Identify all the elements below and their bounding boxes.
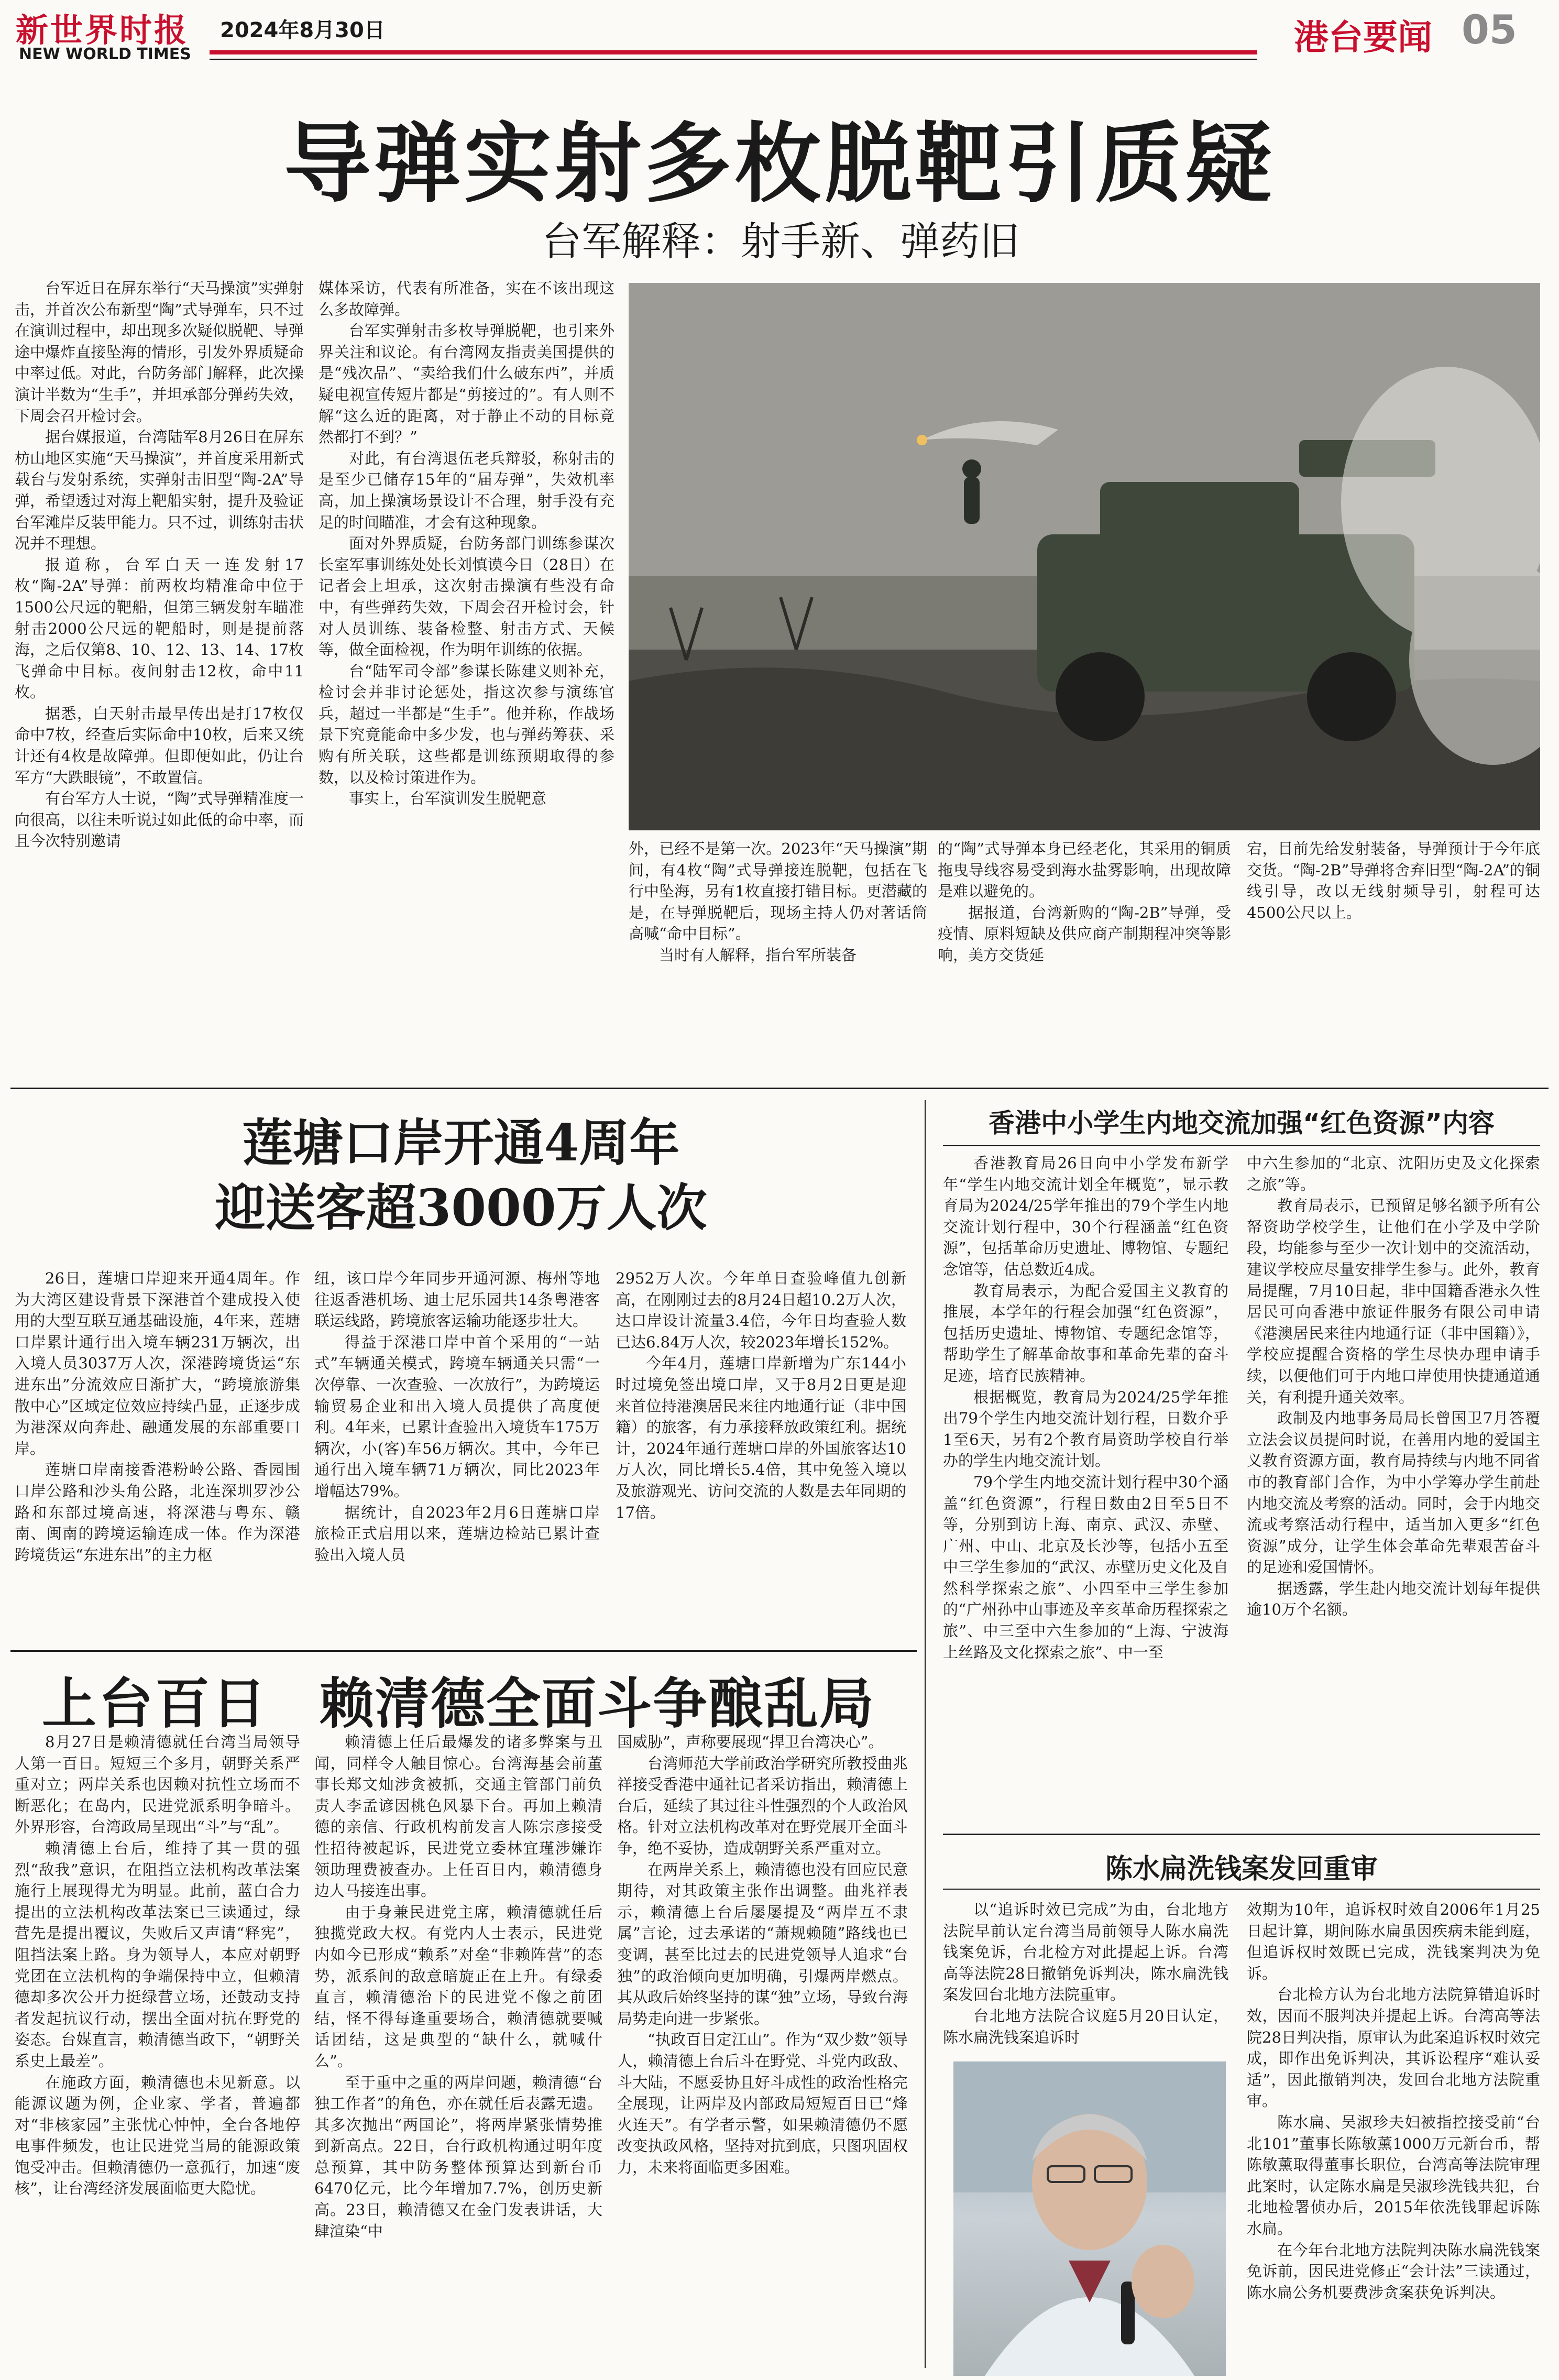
paragraph: 26日，莲塘口岸迎来开通4周年。作为大湾区建设背景下深港首个建成投入使用的大型互联互通基础设施，4年来，莲塘口岸累计通行出入境车辆231万辆次，出入境人员3037万人次，深港跨境货运“东进东出”分流效应日渐扩大，“跨境旅游集散中心”区域定位效应持续凸显，正逐步成为港深双向奔赴、融通发展的东部重要口岸。 (15, 1269, 300, 1457)
story4-column-2 (314, 1731, 602, 2376)
story1-column-4 (938, 838, 1231, 1074)
newspaper-name: 新世界时报 (16, 11, 189, 49)
vehicle-illustration (629, 283, 1540, 830)
paragraph: 效期为10年，追诉权时效自2006年1月25日起计算，期间陈水扁虽因疾病未能到庭，但追诉权时效既已完成，洗钱案判决为免诉。 (1247, 1901, 1540, 1982)
paragraph: 中六生参加的“北京、沈阳历史及文化探索之旅”等。 (1247, 1154, 1540, 1193)
paragraph: 当时有人解释，指台军所装备 (659, 946, 857, 964)
section-divider (10, 1088, 1549, 1089)
paragraph: 得益于深港口岸中首个采用的“一站式”车辆通关模式，跨境车辆通关只需“一次停靠、一次查验、一次放行”，为跨境运输贸易企业和出入境人员提供了高度便利。4年来，已累计查验出入境货车175万辆次，小(客)车56万辆次。其中，今年已通行出入境车辆71万辆次，同比2023年增幅达79%。 (314, 1333, 600, 1500)
page-number: 05 (1462, 6, 1517, 53)
paragraph: 教育局表示，为配合爱国主义教育的推展，本学年的行程会加强“红色资源”，包括历史遗址、博物馆、专题纪念馆等，帮助学生了解革命故事和革命先辈的奋斗足迹，培育民族精神。 (943, 1281, 1228, 1385)
masthead-rule-black (210, 59, 1257, 60)
paragraph: 据报道，台湾新购的“陶-2B”导弹，受疫情、原料短缺及供应商产制期程冲突等影响，美方交货延 (938, 903, 1231, 964)
paragraph: 据悉，白天射击最早传出是打17枚仅命中7枚，经查后实际命中10枚，后来又统计还有4枚是故障弹。但即便如此，仍让台军方“大跌眼镜”，不敢置信。 (15, 704, 304, 786)
story4-column-3 (617, 1731, 908, 2376)
headline-line: 迎送客超3000万人次 (215, 1178, 707, 1237)
masthead-rule-red (210, 50, 1257, 54)
story4-headline-right: 赖清德全面斗争酿乱局 (320, 1671, 875, 1736)
story4-headline-left: 上台百日 (42, 1671, 269, 1736)
paragraph: 有台军方人士说，“陶”式导弹精准度一向很高，以往未听说过如此低的命中率，而且今次特别邀请 (15, 789, 304, 850)
paragraph: 纽，该口岸今年同步开通河源、梅州等地往返香港机场、迪士尼乐园共14条粤港客联运线路，跨境旅客运输功能逐步壮大。 (314, 1269, 600, 1330)
paragraph: 台北检方认为台北地方法院算错追诉时效，因而不服判决并提起上诉。台湾高等法院28日判决指，原审认为此案追诉权时效完成，即作出免诉判决，其诉讼程序“难认妥适”，因此撤销判决，发回台北地方法院重审。 (1247, 1986, 1540, 2110)
paragraph: 台军近日在屏东举行“天马操演”实弹射击，并首次公布新型“陶”式导弹车，只不过在演训过程中，却出现多次疑似脱靶、导弹途中爆炸直接坠海的情形，引发外界质疑命中率过低。对此，台防务部门解释，此次操演计半数为“生手”，并坦承部分弹药失效，下周会召开检讨会。 (15, 279, 304, 425)
paragraph: 据透露，学生赴内地交流计划每年提供逾10万个名额。 (1247, 1579, 1540, 1619)
story3-underline (943, 1145, 1540, 1146)
paragraph: 对此，有台湾退伍老兵辩驳，称射击的是至少已储存15年的“届寿弹”，失效机率高，加上操演场景设计不合理，射手没有充足的时间瞄准，才会有这种现象。 (319, 449, 614, 531)
paragraph: 教育局表示，已预留足够名额予所有公帑资助学校学生，让他们在小学及中学阶段，均能参与至少一次计划中的交流活动，建议学校应尽量安排学生参与。此外，教育局提醒，7月10日起，非中国籍香港永久性居民可向香港中旅证件服务有限公司申请《港澳居民来往内地通行证（非中国籍）》，学校应提醒合资格的学生尽快办理申请手续，以便他们可于内地口岸使用快捷通道通关，有利提升通关效率。 (1247, 1197, 1540, 1406)
story1-column-2 (319, 278, 614, 1074)
paragraph: 台军实弹射击多枚导弹脱靶，也引来外界关注和议论。有台湾网友指责美国提供的是“残次品”、“卖给我们什么破东西”，并质疑电视宣传短片都是“剪接过的”。有人则不解“这么近的距离，对于静止不动的目标竟然都打不到？” (319, 322, 614, 446)
paragraph: 的“陶”式导弹本身已经老化，其采用的铜质拖曳导线容易受到海水盐雾影响，出现故障是难以避免的。 (938, 840, 1231, 901)
story2-headline (10, 1111, 912, 1241)
paragraph: “执政百日定江山”。作为“双少数”领导人，赖清德上台后斗在野党、斗党内政敌、斗大陆，不愿妥协且好斗成性的政治性格完全展现，让两岸及内部政局短短百日已“烽火连天”。有学者示警，如果赖清德仍不愿改变执政风格，坚持对抗到底，只图巩固权力，未来将面临更多困难。 (617, 2031, 908, 2176)
section-divider (943, 1834, 1540, 1835)
paragraph: 由于身兼民进党主席，赖清德就任后独揽党政大权。有党内人士表示，民进党内如今已形成“赖系”对垒“非赖阵营”的态势，派系间的敌意暗旋正在上升。有绿委直言，赖清德治下的民进党不像之前团结，怪不得每逢重要场合，赖清德就要喊话团结，这是典型的“缺什么，就喊什么”。 (314, 1903, 602, 2070)
paragraph: 在今年台北地方法院判决陈水扁洗钱案免诉前，因民进党修正“会计法”三读通过，陈水扁公务机要费涉贪案获免诉判决。 (1247, 2241, 1540, 2301)
story5-column-1 (943, 1899, 1228, 2056)
paragraph: 报道称，台军白天一连发射17枚“陶-2A”导弹：前两枚均精准命中位于1500公尺远的靶船，但第三辆发射车瞄准射击2000公尺远的靶船时，则是提前落海，之后仅第8、10、12、13、14、17枚飞弹命中目标。夜间射击12枚，命中11枚。 (15, 555, 304, 701)
portrait-illustration (953, 2061, 1226, 2376)
paragraph: 至于重中之重的两岸问题，赖清德“台独工作者”的角色，亦在就任后表露无遗。其多次抛出“两国论”，将两岸紧张情势推到新高点。22日，台行政机构通过明年度总预算，其中防务整体预算达到新台币6470亿元，比今年增加7.7%，创历史新高。23日，赖清德又在金门发表讲话，大肆渲染“中 (314, 2073, 602, 2240)
paragraph: 台北地方法院合议庭5月20日认定，陈水扁洗钱案追诉时 (943, 2006, 1228, 2046)
paragraph: 以“追诉时效已完成”为由，台北地方法院早前认定台湾当局前领导人陈水扁洗钱案免诉，台北检方对此提起上诉。台湾高等法院28日撤销免诉判决，陈水扁洗钱案发回台北地方法院重审。 (943, 1901, 1228, 2004)
paragraph: 在施政方面，赖清德也未见新意。以能源议题为例，企业家、学者，普遍都对“非核家园”主张忧心忡忡，全台各地停电事件频发，也让民进党当局的能源政策饱受冲击。但赖清德仍一意孤行，加速“废核”，让台湾经济发展面临更大隐忧。 (15, 2073, 300, 2198)
story1-column-1 (15, 278, 304, 1074)
paragraph: 据台媒报道，台湾陆军8月26日在屏东枋山地区实施“天马操演”，并首度采用新式载台与发射系统，实弹射击旧型“陶-2A”导弹，希望透过对海上靶船实射，提升及验证台军滩岸反装甲能力。只不过，训练射击状况并不理想。 (15, 428, 304, 553)
masthead (0, 0, 1559, 68)
paragraph: 宕，目前先给发射装备，导弹预计于今年底交货。“陶-2B”导弹将舍弃旧型“陶-2A”的铜线引导，改以无线射频导引，射程可达4500公尺以上。 (1247, 840, 1540, 922)
military-vehicle-missile-launch-photo (629, 283, 1540, 830)
story5-column-2 (1247, 1899, 1540, 2376)
paragraph: 8月27日是赖清德就任台湾当局领导人第一百日。短短三个多月，朝野关系严重对立；两岸关系也因赖对抗性立场而不断恶化；在岛内，民进党派系明争暗斗。外界形容，台湾政局呈现出“斗”与“乱”。 (15, 1733, 300, 1836)
paragraph: 赖清德上台后，维持了其一贯的强烈“敌我”意识，在阻挡立法机构改革法案施行上展现得尤为明显。此前，蓝白合力提出的立法机构改革法案已三读通过，绿营先是提出覆议，失败后又声请“释宪”，阻挡法案上路。身为领导人，本应对朝野党团在立法机构的争端保持中立，但赖清德却多次公开力挺绿营立场，还鼓动支持者发起抗议行动，摆出全面对抗在野党的姿态。台媒直言，赖清德当政下，“朝野关系史上最差”。 (15, 1839, 300, 2070)
paragraph: 在两岸关系上，赖清德也没有回应民意期待，对其政策主张作出调整。曲兆祥表示，赖清德上台后屡屡提及“两岸互不隶属”言论，过去承诺的“萧规赖随”路线也已变调，甚至比过去的民进党领导人追求“台独”的政治倾向更加明确，引爆两岸燃点。其从政后始终坚持的谋“独”立场，导致台海局势走向进一步紧张。 (617, 1860, 908, 2027)
story4-column-1 (15, 1731, 300, 2376)
story2-column-1 (15, 1268, 300, 1637)
story2-column-2 (314, 1268, 600, 1637)
chen-shui-bian-portrait-photo (953, 2061, 1226, 2376)
paragraph: 台“陆军司令部”参谋长陈建义则补充，检讨会并非讨论惩处，指这次参与演练官兵，超过一半都是“生手”。他并称，作战场景下究竟能命中多少发，也与弹药筹获、采购有所关联，这些都是训练预期取得的参数，以及检讨策进作为。 (319, 662, 614, 786)
story3-column-1 (943, 1153, 1228, 1823)
paragraph: 国威胁”，声称要展现“捍卫台湾决心”。 (617, 1733, 884, 1751)
paragraph: 政制及内地事务局局长曾国卫7月答覆立法会议员提问时说，在善用内地的爱国主义教育资源方面，教育局持续与内地不同省市的教育部门合作，为中小学筹办学生前赴内地交流及考察的活动。同时，会于内地交流或考察活动行程中，适当加入更多“红色资源”成分，让学生体会革命先辈艰苦奋斗的足迹和爱国情怀。 (1247, 1409, 1540, 1576)
column-divider (925, 1100, 926, 2368)
paragraph: 根据概览，教育局为2024/25学年推出79个学生内地交流计划行程，日数介乎1至6天，另有2个教育局资助学校自行举办的学生内地交流计划。 (943, 1388, 1228, 1470)
paragraph: 据统计，自2023年2月6日莲塘口岸旅检正式启用以来，莲塘边检站已累计查验出入境人员 (314, 1503, 600, 1564)
paragraph: 2952万人次。今年单日查验峰值九创新高，在刚刚过去的8月24日超10.2万人次，达口岸设计流量3.4倍，今年日均查验人数已达6.84万人次，较2023年增长152%。 (616, 1269, 906, 1351)
story1-column-3 (629, 838, 927, 1074)
paragraph: 媒体采访，代表有所准备，实在不该出现这么多故障弹。 (319, 279, 614, 319)
paragraph: 台湾师范大学前政治学研究所教授曲兆祥接受香港中通社记者采访指出，赖清德上台后，延续了其过往斗性强烈的个人政治风格。针对立法机构改革对在野党展开全面斗争，绝不妥协，造成朝野关系严重对立。 (617, 1754, 908, 1857)
paragraph: 赖清德上任后最爆发的诸多弊案与丑闻，同样令人触目惊心。台湾海基会前董事长郑文灿涉贪被抓，交通主管部门前负责人李孟谚因桃色风暴下台。再加上赖清德的亲信、行政机构前发言人陈宗彦接受性招待被起诉，民进党立委林宜瑾涉嫌诈领助理费被查办。上任百日内，赖清德身边人马接连出事。 (314, 1733, 602, 1900)
section-name: 港台要闻 (1294, 17, 1432, 58)
story1-subhead: 台军解释：射手新、弹药旧 (542, 218, 1019, 265)
headline-line: 莲塘口岸开通4周年 (242, 1113, 680, 1172)
newspaper-name-en: NEW WORLD TIMES (19, 45, 191, 63)
story3-column-2 (1247, 1153, 1540, 1823)
story2-column-3 (616, 1268, 906, 1637)
paragraph: 事实上，台军演训发生脱靶意 (349, 789, 547, 808)
story3-headline: 香港中小学生内地交流加强“红色资源”内容 (989, 1108, 1495, 1138)
paragraph: 陈水扁、吴淑珍夫妇被指控接受前“台北101”董事长陈敏薰1000万元新台币，帮陈敏薰取得董事长职位，台湾高等法院审理此案时，认定陈水扁是吴淑珍洗钱共犯，台北地检署侦办后，2015年依洗钱罪起诉陈水扁。 (1247, 2113, 1540, 2238)
story1-headline: 导弹实射多枚脱靶引质疑 (284, 113, 1275, 215)
issue-date: 2024年8月30日 (220, 18, 385, 42)
paragraph: 面对外界质疑，台防务部门训练参谋次长室军事训练处处长刘慎谟今日（28日）在记者会上坦承，这次射击操演有些没有命中，有些弹药失效，下周会召开检讨会，针对人员训练、装备检整、射击方式、天候等，做全面检视，作为明年训练的依据。 (319, 534, 614, 659)
story5-underline (943, 1889, 1540, 1890)
section-divider (10, 1650, 917, 1652)
paragraph: 香港教育局26日向中小学发布新学年“学生内地交流计划全年概览”，显示教育局为2024/25学年推出的79个学生内地交流计划行程中，30个行程涵盖“红色资源”，包括革命历史遗址、博物馆、专题纪念馆等，估总数近4成。 (943, 1154, 1228, 1278)
story1-column-5 (1247, 838, 1540, 1074)
paragraph: 莲塘口岸南接香港粉岭公路、香园围口岸公路和沙头角公路，北连深圳罗沙公路和东部过境高速，将深港与粤东、赣南、闽南的跨境运输连成一体。作为深港跨境货运“东进东出”的主力枢 (15, 1461, 300, 1564)
paragraph: 外，已经不是第一次。2023年“天马操演”期间，有4枚“陶”式导弹接连脱靶，包括在飞行中坠海，另有1枚直接打错目标。更潜藏的是，在导弹脱靶后，现场主持人仍对著话筒高喊“命中目标”。 (629, 840, 927, 943)
story5-headline: 陈水扁洗钱案发回重审 (1105, 1853, 1378, 1885)
paragraph: 今年4月，莲塘口岸新增为广东144小时过境免签出境口岸，又于8月2日更是迎来首位持港澳居民来往内地通行证（非中国籍）的旅客，有力承接释放政策红利。据统计，2024年通行莲塘口岸的外国旅客达10万人次，同比增长5.4倍，其中免签入境以及旅游观光、访问交流的人数是去年同期的17倍。 (616, 1354, 906, 1521)
paragraph: 79个学生内地交流计划行程中30个涵盖“红色资源”，行程日数由2日至5日不等，分别到访上海、南京、武汉、赤壁、广州、中山、北京及长沙等，包括小五至中三学生参加的“武汉、赤壁历史文化及自然科学探索之旅”、小四至中三学生参加的“广州孙中山事迹及辛亥革命历程探索之旅”、中三至中六生参加的“上海、宁波海上丝路及文化探索之旅”、中一至 (943, 1473, 1228, 1661)
